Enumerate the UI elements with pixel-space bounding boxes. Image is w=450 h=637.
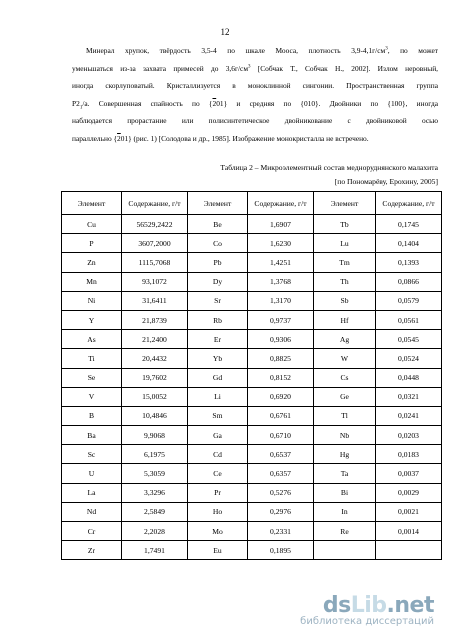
content-cell: 93,1072 bbox=[122, 272, 188, 291]
content-cell: 0,0448 bbox=[376, 368, 442, 387]
content-cell: 1,6230 bbox=[248, 234, 314, 253]
element-cell: Zr bbox=[62, 541, 122, 560]
column-header: Содержание, г/т bbox=[376, 192, 442, 215]
table-row bbox=[62, 330, 442, 349]
content-cell: 0,0029 bbox=[376, 483, 442, 502]
element-cell: Cs bbox=[314, 368, 376, 387]
element-cell: Rb bbox=[188, 310, 248, 329]
element-cell: Zn bbox=[62, 253, 122, 272]
content-cell: 0,1895 bbox=[248, 541, 314, 560]
element-cell: Hg bbox=[314, 445, 376, 464]
watermark-tagline: библиотека диссертаций bbox=[300, 616, 434, 627]
column-header: Элемент bbox=[188, 192, 248, 215]
content-cell: 0,0545 bbox=[376, 330, 442, 349]
element-cell: In bbox=[314, 502, 376, 521]
table-row bbox=[62, 215, 442, 234]
element-cell: Nd bbox=[62, 502, 122, 521]
content-cell: 3,3296 bbox=[122, 483, 188, 502]
content-cell: 20,4432 bbox=[122, 349, 188, 368]
content-cell: 9,9068 bbox=[122, 426, 188, 445]
table-row bbox=[62, 522, 442, 541]
element-cell: Pb bbox=[188, 253, 248, 272]
content-cell: 2,5849 bbox=[122, 502, 188, 521]
content-cell: 0,0241 bbox=[376, 406, 442, 425]
paragraph-line: уменьшаться из-за захвата примесей до $3,6г/см^3$ [Собчак Т., Собчак Н., 2002]. Излом неровный, bbox=[72, 63, 438, 73]
element-cell: Sm bbox=[188, 406, 248, 425]
element-cell: Co bbox=[188, 234, 248, 253]
content-cell: 0,6537 bbox=[248, 445, 314, 464]
element-cell: Mn bbox=[62, 272, 122, 291]
element-cell: Cd bbox=[188, 445, 248, 464]
paragraph-line: иногда скорлуповатый. Кристаллизуется в моноклинной сингонии. Пространственная группа bbox=[72, 81, 438, 91]
table-row bbox=[62, 541, 442, 560]
table-row bbox=[62, 445, 442, 464]
table-caption: Таблица 2 – Микроэлементный состав медноруднянского малахита bbox=[220, 163, 438, 172]
element-cell: Ba bbox=[62, 426, 122, 445]
paragraph-line: $P2_1/a$. Совершенная спайность по {201} и средняя по {010}. Двойники по {100}, иногда bbox=[72, 98, 438, 111]
content-cell: 0,8152 bbox=[248, 368, 314, 387]
content-cell: 0,0579 bbox=[376, 291, 442, 310]
content-cell: 21,8739 bbox=[122, 310, 188, 329]
element-cell: Ga bbox=[188, 426, 248, 445]
content-cell: 6,1975 bbox=[122, 445, 188, 464]
content-cell: 0,9737 bbox=[248, 310, 314, 329]
content-cell: 0,0524 bbox=[376, 349, 442, 368]
content-cell: 56529,2422 bbox=[122, 215, 188, 234]
content-cell: 0,9306 bbox=[248, 330, 314, 349]
table-row bbox=[62, 502, 442, 521]
paragraph-line: наблюдается прорастание или полисинтетическое двойникование с двойниковой осью bbox=[72, 116, 438, 126]
element-cell: B bbox=[62, 406, 122, 425]
watermark-logo: dsLib.net bbox=[322, 593, 434, 618]
content-cell: 5,3059 bbox=[122, 464, 188, 483]
column-header: Элемент bbox=[62, 192, 122, 215]
element-cell: W bbox=[314, 349, 376, 368]
element-cell: Cr bbox=[62, 522, 122, 541]
element-cell: Bi bbox=[314, 483, 376, 502]
element-cell: V bbox=[62, 387, 122, 406]
content-cell: 0,0037 bbox=[376, 464, 442, 483]
table-row bbox=[62, 310, 442, 329]
element-cell: Lu bbox=[314, 234, 376, 253]
content-cell: 0,6920 bbox=[248, 387, 314, 406]
content-cell: 0,1745 bbox=[376, 215, 442, 234]
body-paragraph bbox=[72, 42, 438, 148]
table-row bbox=[62, 368, 442, 387]
element-cell: Sc bbox=[62, 445, 122, 464]
element-cell: Ni bbox=[62, 291, 122, 310]
table-row bbox=[62, 387, 442, 406]
content-cell: 1,3170 bbox=[248, 291, 314, 310]
content-cell: 0,0866 bbox=[376, 272, 442, 291]
table-header-row bbox=[62, 192, 442, 215]
element-cell: Cu bbox=[62, 215, 122, 234]
table-row bbox=[62, 349, 442, 368]
element-cell: U bbox=[62, 464, 122, 483]
element-cell: Se bbox=[62, 368, 122, 387]
content-cell: 0,1404 bbox=[376, 234, 442, 253]
element-cell: Ce bbox=[188, 464, 248, 483]
content-cell: 1,6907 bbox=[248, 215, 314, 234]
element-cell: Li bbox=[188, 387, 248, 406]
column-header: Содержание, г/т bbox=[248, 192, 314, 215]
element-cell: Eu bbox=[188, 541, 248, 560]
table-row bbox=[62, 483, 442, 502]
content-cell: 1115,7068 bbox=[122, 253, 188, 272]
content-cell: 0,1393 bbox=[376, 253, 442, 272]
element-cell: As bbox=[62, 330, 122, 349]
element-cell: P bbox=[62, 234, 122, 253]
table-row bbox=[62, 291, 442, 310]
element-cell: Ag bbox=[314, 330, 376, 349]
element-cell: Sb bbox=[314, 291, 376, 310]
content-cell bbox=[376, 541, 442, 560]
content-cell: 0,6357 bbox=[248, 464, 314, 483]
element-cell: Er bbox=[188, 330, 248, 349]
content-cell: 10,4846 bbox=[122, 406, 188, 425]
content-cell: 1,4251 bbox=[248, 253, 314, 272]
element-cell: Mo bbox=[188, 522, 248, 541]
element-cell: Th bbox=[314, 272, 376, 291]
page-number: 12 bbox=[220, 27, 230, 37]
element-cell: Ta bbox=[314, 464, 376, 483]
content-cell: 0,0203 bbox=[376, 426, 442, 445]
element-cell: Gd bbox=[188, 368, 248, 387]
paragraph-line: параллельно {201} (рис. 1) [Солодова и др., 1985]. Изображение монокристалла не встречено. bbox=[72, 133, 369, 143]
content-cell: 0,0014 bbox=[376, 522, 442, 541]
trace-element-table bbox=[61, 191, 442, 560]
element-cell: Tl bbox=[314, 406, 376, 425]
content-cell: 0,6710 bbox=[248, 426, 314, 445]
element-cell: Tb bbox=[314, 215, 376, 234]
element-cell: Be bbox=[188, 215, 248, 234]
element-cell bbox=[314, 541, 376, 560]
content-cell: 0,0321 bbox=[376, 387, 442, 406]
element-cell: La bbox=[62, 483, 122, 502]
element-cell: Dy bbox=[188, 272, 248, 291]
table-row bbox=[62, 406, 442, 425]
content-cell: 2,2028 bbox=[122, 522, 188, 541]
table-row bbox=[62, 464, 442, 483]
element-cell: Re bbox=[314, 522, 376, 541]
element-cell: Pr bbox=[188, 483, 248, 502]
content-cell: 21,2400 bbox=[122, 330, 188, 349]
table-row bbox=[62, 234, 442, 253]
table-row bbox=[62, 426, 442, 445]
table-row bbox=[62, 272, 442, 291]
paragraph-line: Минерал хрупок, твёрдость 3,5-4 по шкале Мооса, плотность $3,9-4,1г/см^3$, по может bbox=[86, 46, 438, 55]
column-header: Элемент bbox=[314, 192, 376, 215]
content-cell: 0,0021 bbox=[376, 502, 442, 521]
content-cell: 15,0052 bbox=[122, 387, 188, 406]
content-cell: 1,3768 bbox=[248, 272, 314, 291]
watermark bbox=[300, 593, 434, 627]
element-cell: Yb bbox=[188, 349, 248, 368]
element-cell: Ge bbox=[314, 387, 376, 406]
content-cell: 0,2331 bbox=[248, 522, 314, 541]
element-cell: Sr bbox=[188, 291, 248, 310]
content-cell: 0,0561 bbox=[376, 310, 442, 329]
content-cell: 0,6761 bbox=[248, 406, 314, 425]
content-cell: 3607,2000 bbox=[122, 234, 188, 253]
element-cell: Hf bbox=[314, 310, 376, 329]
element-cell: Nb bbox=[314, 426, 376, 445]
content-cell: 19,7602 bbox=[122, 368, 188, 387]
column-header: Содержание, г/т bbox=[122, 192, 188, 215]
element-cell: Ho bbox=[188, 502, 248, 521]
content-cell: 0,8825 bbox=[248, 349, 314, 368]
content-cell: 0,2976 bbox=[248, 502, 314, 521]
table-row bbox=[62, 253, 442, 272]
element-cell: Tm bbox=[314, 253, 376, 272]
table-source: [по Пономарёву, Ерохину, 2005] bbox=[334, 177, 438, 186]
element-cell: Y bbox=[62, 310, 122, 329]
content-cell: 0,5276 bbox=[248, 483, 314, 502]
content-cell: 31,6411 bbox=[122, 291, 188, 310]
content-cell: 0,0183 bbox=[376, 445, 442, 464]
element-cell: Ti bbox=[62, 349, 122, 368]
content-cell: 1,7491 bbox=[122, 541, 188, 560]
